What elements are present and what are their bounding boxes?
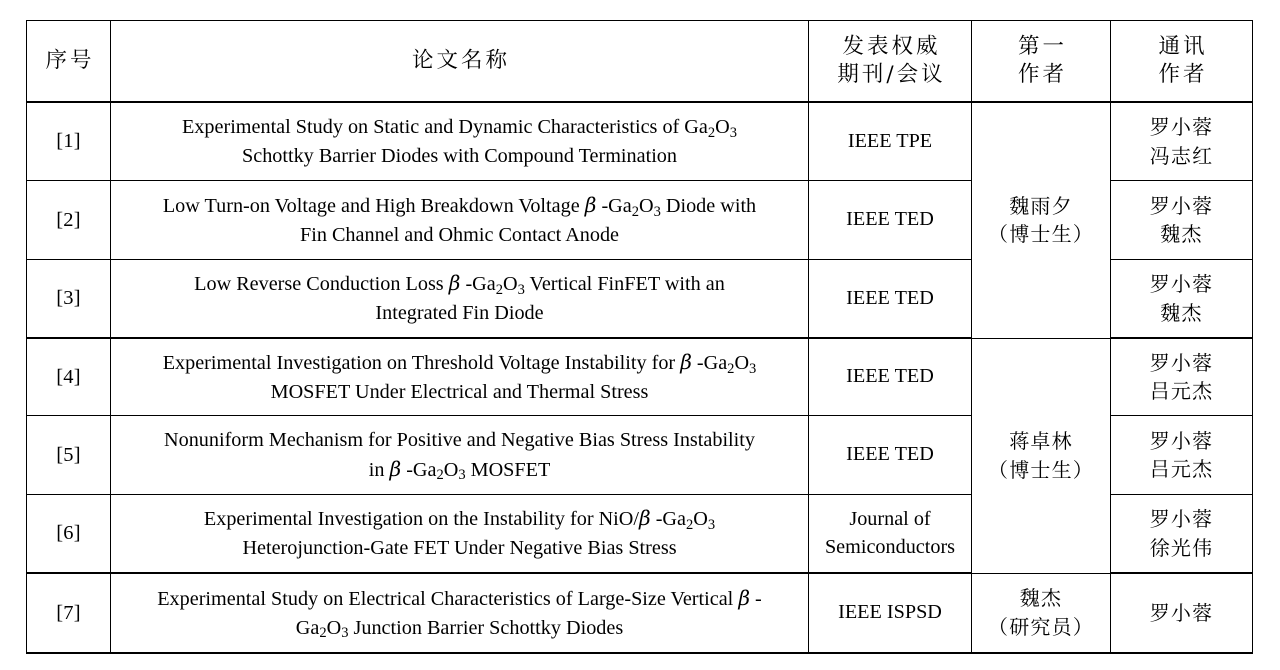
title-text: Ga bbox=[295, 616, 320, 639]
title-text: Experimental Investigation on the Instability for NiO/ bbox=[203, 508, 639, 531]
title-text: Vertical FinFET with an bbox=[524, 273, 725, 296]
header-cell-index bbox=[27, 21, 111, 103]
beta-symbol: β bbox=[680, 349, 692, 374]
title-text: -Ga bbox=[401, 458, 437, 481]
beta-symbol: β bbox=[448, 271, 461, 296]
paper-title-line: Fin Channel and Ohmic Contact Anode bbox=[299, 223, 620, 246]
header-corresponding-label-line1: 通讯 bbox=[1158, 34, 1208, 60]
header-first-author-label-line1: 第一 bbox=[1017, 34, 1067, 60]
corresponding-author-name: 罗小蓉 bbox=[1149, 428, 1214, 453]
corresponding-author-name: 罗小蓉 bbox=[1149, 193, 1214, 218]
paper-title bbox=[111, 102, 809, 181]
title-text: -Ga bbox=[691, 351, 728, 374]
title-text: Low Reverse Conduction Loss bbox=[194, 273, 449, 296]
corresponding-author-name: 徐光伟 bbox=[1149, 535, 1214, 560]
header-cell-journal bbox=[809, 21, 972, 103]
first-author-role: （博士生） bbox=[988, 457, 1094, 482]
title-text: Experimental Study on Static and Dynamic Characteristics of Ga bbox=[182, 115, 708, 138]
subscript: 2 bbox=[319, 625, 327, 642]
row-index: [2] bbox=[27, 181, 111, 260]
first-author-name: 魏杰 bbox=[1019, 586, 1063, 611]
corresponding-author-name: 罗小蓉 bbox=[1149, 115, 1214, 140]
subscript: 3 bbox=[341, 625, 349, 642]
paper-title bbox=[111, 573, 809, 653]
title-text: MOSFET bbox=[465, 458, 551, 481]
title-text: O bbox=[638, 194, 654, 217]
title-text: - bbox=[750, 587, 762, 610]
paper-title bbox=[111, 181, 809, 260]
title-text: Experimental Investigation on Threshold Voltage Instability for bbox=[162, 351, 681, 374]
corresponding-author-name: 吕元杰 bbox=[1149, 457, 1214, 481]
paper-title-line: Schottky Barrier Diodes with Compound Termination bbox=[242, 144, 677, 167]
paper-title-line bbox=[111, 584, 808, 614]
paper-title-line bbox=[111, 269, 808, 299]
paper-title-line: Heterojunction-Gate FET Under Negative Bias Stress bbox=[242, 537, 677, 559]
header-title-label: 论文名称 bbox=[411, 48, 510, 74]
title-text: Diode with bbox=[660, 194, 757, 217]
corresponding-author bbox=[1111, 573, 1253, 653]
first-author-role: （研究员） bbox=[988, 614, 1094, 639]
subscript: 2 bbox=[495, 282, 503, 299]
title-text: O bbox=[326, 616, 342, 639]
first-author-name: 魏雨夕 bbox=[1009, 193, 1073, 218]
journal-name: IEEE ISPSD bbox=[809, 573, 972, 653]
subscript: 2 bbox=[436, 467, 444, 484]
subscript: 3 bbox=[517, 282, 525, 299]
header-journal-label-line2: 期刊/会议 bbox=[837, 62, 946, 87]
corresponding-author bbox=[1111, 181, 1253, 260]
header-first-author-label-line2: 作者 bbox=[1017, 62, 1067, 87]
corresponding-author-name: 吕元杰 bbox=[1149, 379, 1214, 403]
first-author bbox=[972, 102, 1111, 338]
header-journal-label-line1: 发表权威 bbox=[842, 34, 941, 60]
first-author bbox=[972, 573, 1111, 653]
subscript: 3 bbox=[458, 467, 466, 484]
subscript: 2 bbox=[727, 360, 735, 377]
paper-title-line bbox=[111, 191, 808, 221]
title-text: in bbox=[368, 458, 390, 481]
header-index-label: 序号 bbox=[45, 48, 95, 74]
row-index: [4] bbox=[27, 338, 111, 416]
first-author bbox=[972, 338, 1111, 573]
beta-symbol: β bbox=[638, 506, 651, 531]
publications-table bbox=[26, 20, 1253, 654]
corresponding-author bbox=[1111, 495, 1253, 574]
subscript: 3 bbox=[729, 124, 737, 141]
title-text: O bbox=[502, 273, 518, 296]
paper-title-line: Nonuniform Mechanism for Positive and Negative Bias Stress Instability bbox=[164, 428, 755, 451]
subscript: 2 bbox=[631, 203, 639, 220]
paper-title-line bbox=[111, 348, 808, 378]
journal-name: IEEE TED bbox=[809, 181, 972, 260]
journal-name bbox=[809, 495, 972, 574]
table-row bbox=[27, 573, 1253, 653]
journal-name-line: Semiconductors bbox=[824, 535, 956, 558]
header-cell-first-author bbox=[972, 21, 1111, 103]
corresponding-author-name: 罗小蓉 bbox=[1149, 507, 1214, 532]
corresponding-author-name: 罗小蓉 bbox=[1149, 350, 1214, 375]
row-index: [3] bbox=[27, 260, 111, 339]
beta-symbol: β bbox=[389, 456, 402, 481]
subscript: 3 bbox=[749, 360, 757, 377]
corresponding-author bbox=[1111, 102, 1253, 181]
first-author-name: 蒋卓林 bbox=[1009, 429, 1073, 454]
title-text: O bbox=[734, 351, 750, 374]
row-index: [5] bbox=[27, 416, 111, 495]
subscript: 3 bbox=[653, 203, 661, 220]
paper-title-line bbox=[111, 455, 808, 485]
corresponding-author-name: 魏杰 bbox=[1160, 300, 1203, 325]
paper-title-line bbox=[111, 614, 808, 643]
title-text: -Ga bbox=[596, 194, 632, 217]
paper-title bbox=[111, 495, 809, 574]
row-index: [6] bbox=[27, 495, 111, 574]
paper-title bbox=[111, 260, 809, 339]
corresponding-author-name: 魏杰 bbox=[1160, 222, 1203, 246]
subscript: 3 bbox=[707, 517, 716, 534]
corresponding-author-name: 冯志红 bbox=[1149, 143, 1214, 168]
beta-symbol: β bbox=[738, 585, 750, 610]
corresponding-author-name: 罗小蓉 bbox=[1149, 272, 1214, 297]
header-cell-corresponding-author bbox=[1111, 21, 1253, 103]
table-row bbox=[27, 102, 1253, 181]
header-corresponding-label-line2: 作者 bbox=[1158, 62, 1208, 87]
table-header-row bbox=[27, 21, 1253, 103]
title-text: O bbox=[715, 115, 730, 138]
journal-name-line: Journal of bbox=[849, 507, 931, 530]
title-text: -Ga bbox=[460, 273, 496, 296]
title-text: Junction Barrier Schottky Diodes bbox=[348, 616, 624, 639]
corresponding-author bbox=[1111, 416, 1253, 495]
journal-name: IEEE TED bbox=[809, 416, 972, 495]
title-text: -Ga bbox=[650, 508, 686, 531]
corresponding-author bbox=[1111, 260, 1253, 339]
row-index: [1] bbox=[27, 102, 111, 181]
header-cell-title bbox=[111, 21, 809, 103]
paper-title-line: MOSFET Under Electrical and Thermal Stress bbox=[270, 380, 649, 403]
journal-name: IEEE TED bbox=[809, 260, 972, 339]
corresponding-author bbox=[1111, 338, 1253, 416]
title-text: Low Turn-on Voltage and High Breakdown Voltage bbox=[162, 194, 585, 217]
journal-name: IEEE TPE bbox=[809, 102, 972, 181]
journal-name: IEEE TED bbox=[809, 338, 972, 416]
beta-symbol: β bbox=[584, 192, 597, 217]
corresponding-author-name: 罗小蓉 bbox=[1149, 600, 1214, 625]
title-text: O bbox=[443, 458, 459, 481]
title-text: Experimental Study on Electrical Characteristics of Large-Size Vertical bbox=[157, 587, 739, 610]
row-index: [7] bbox=[27, 573, 111, 653]
first-author-role: （博士生） bbox=[988, 222, 1094, 247]
paper-title-line bbox=[111, 113, 808, 142]
table-row bbox=[27, 338, 1253, 416]
paper-title bbox=[111, 416, 809, 495]
subscript: 2 bbox=[707, 124, 716, 141]
paper-title-line bbox=[111, 504, 808, 534]
paper-title-line: Integrated Fin Diode bbox=[375, 302, 544, 324]
title-text: O bbox=[693, 508, 708, 531]
subscript: 2 bbox=[685, 517, 694, 534]
paper-title bbox=[111, 338, 809, 416]
